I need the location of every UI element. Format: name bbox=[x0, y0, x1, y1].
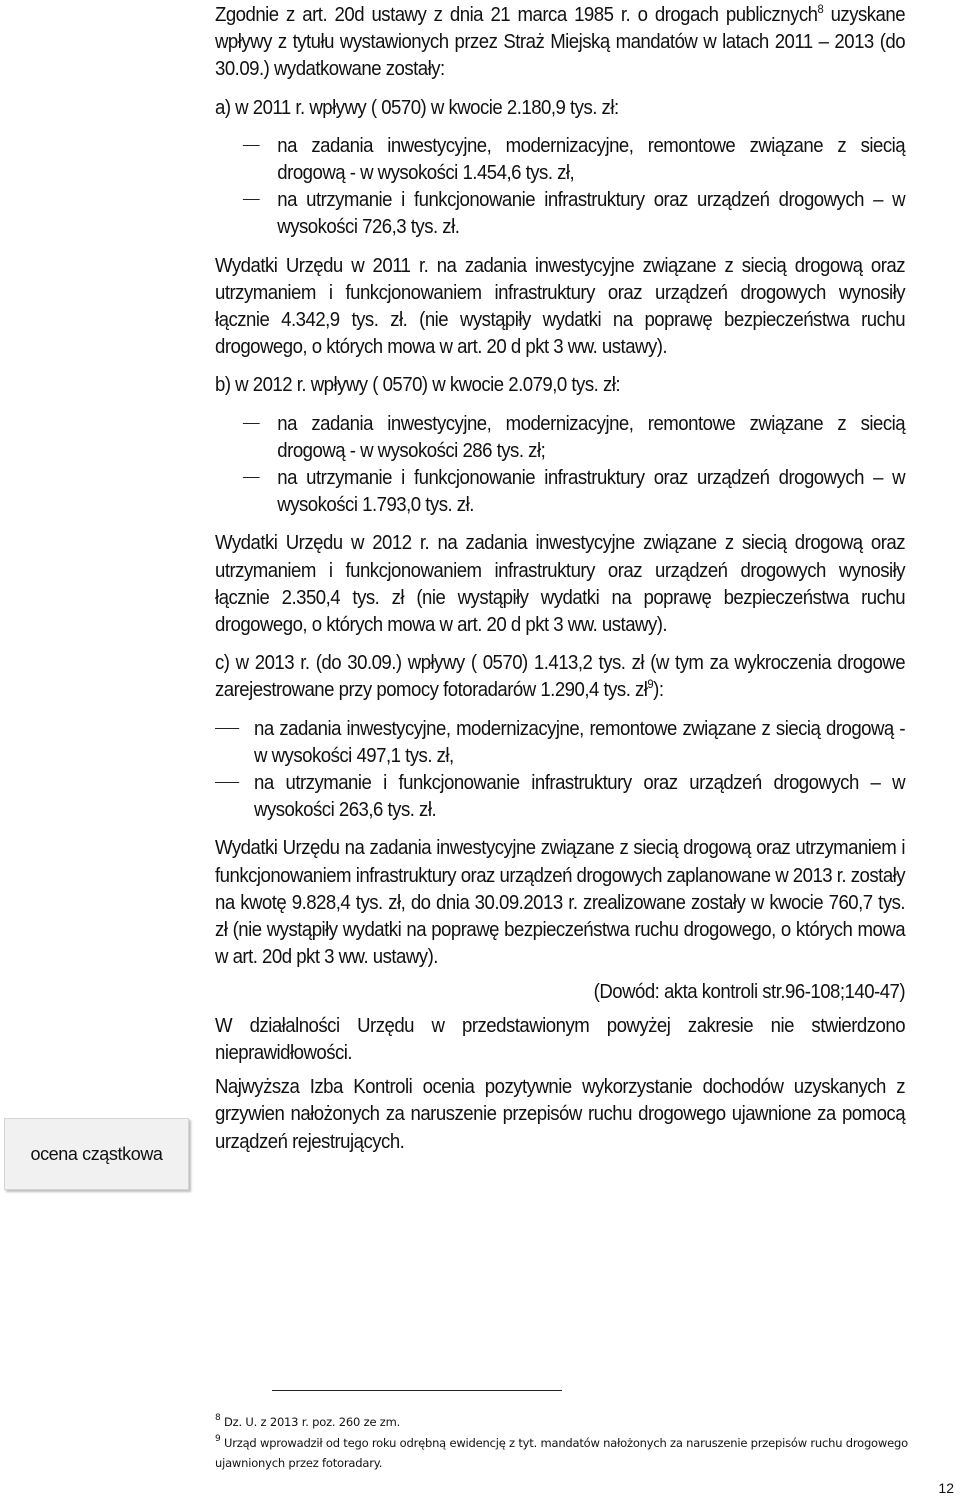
footnote-separator bbox=[272, 1390, 562, 1391]
dash-bullet-icon bbox=[243, 199, 260, 200]
partial-assessment-text: Najwyższa Izba Kontroli ocenia pozytywnie wykorzystanie dochodów uzyskanych z grzywien nałożonych za naruszenie przepisów ruchu drogowego ujawnione za pomocą urządzeń rejestrujących. bbox=[215, 1076, 906, 1153]
dash-bullet-icon bbox=[243, 477, 260, 478]
bullet-item: na utrzymanie i funkcjonowanie infrastruktury oraz urządzeń drogowych – w wysokości 726,3 tys. zł. bbox=[215, 187, 905, 241]
footnote-8: $^8$ Dz. U. z 2013 r. poz. 260 ze zm. bbox=[215, 1413, 401, 1429]
document-body bbox=[215, 2, 905, 1156]
section-a-expenses: Wydatki Urzędu w 2011 r. na zadania inwestycyjne związane z siecią drogową oraz utrzymaniem i funkcjonowaniem infrastruktury oraz urządzeń drogowych wynosiły łącznie 4.342,9 tys. zł. (nie wystąpiły wydatki na poprawę bezpieczeństwa ruchu drogowego, o których mowa w art. 20 d pkt 3 ww. ustawy). bbox=[215, 254, 906, 359]
bullet-item: na zadania inwestycyjne, modernizacyjne, remontowe związane z siecią drogową - w wysokości 1.454,6 tys. zł, bbox=[215, 133, 905, 187]
section-b-expenses: Wydatki Urzędu w 2012 r. na zadania inwestycyjne związane z siecią drogową oraz utrzymaniem i funkcjonowaniem infrastruktury oraz urządzeń drogowych wynosiły łącznie 2.350,4 tys. zł (nie wystąpiły wydatki na poprawę bezpieczeństwa ruchu drogowego, o których mowa w art. 20 d pkt 3 ww. ustawy). bbox=[215, 532, 906, 637]
dash-bullet-icon bbox=[215, 728, 239, 729]
footnote-ref-9[interactable]: 9 bbox=[647, 677, 654, 692]
footnote-ref-8[interactable]: 8 bbox=[817, 2, 824, 16]
evidence-reference: (Dowód: akta kontroli str.96-108;140-47) bbox=[593, 980, 906, 1003]
bullet-item: na zadania inwestycyjne, modernizacyjne, remontowe związane z siecią drogową - w wysokości 286 tys. zł; bbox=[215, 411, 905, 465]
no-irregularities-statement: W działalności Urzędu w przedstawionym powyżej zakresie nie stwierdzono nieprawidłowości. bbox=[215, 1014, 906, 1064]
intro-paragraph: Zgodnie z art. 20d ustawy z dnia 21 marca 1985 r. o drogach publicznych$^8$ uzyskane wpływy z tytułu wystawionych przez Straż Miejską mandatów w latach 2011 – 2013 (do 30.09.) wydatkowane zostały: bbox=[215, 2, 906, 81]
footnote-9: $^9$ Urząd wprowadził od tego roku odrębną ewidencję z tyt. mandatów nałożonych za naruszenie przepisów ruchu drogowego ujawnionych przez fotoradary. bbox=[215, 1434, 908, 1470]
dash-bullet-icon bbox=[243, 423, 260, 424]
bullet-item: na zadania inwestycyjne, modernizacyjne, remontowe związane z siecią drogową - w wysokości 497,1 tys. zł, bbox=[215, 716, 905, 770]
section-c-heading: c) w 2013 r. (do 30.09.) wpływy ( 0570) 1.413,2 tys. zł (w tym za wykroczenia drogowe zarejestrowane przy pomocy fotoradarów 1.290,4 tys. $zł^9$): bbox=[215, 652, 906, 702]
partial-assessment-label: ocena cząstkowa bbox=[4, 1118, 189, 1190]
bullet-item: na utrzymanie i funkcjonowanie infrastruktury oraz urządzeń drogowych – w wysokości 263,6 tys. zł. bbox=[215, 770, 905, 824]
page-number: 12 bbox=[938, 1480, 954, 1496]
section-c-expenses: Wydatki Urzędu na zadania inwestycyjne związane z siecią drogową oraz utrzymaniem i funkcjonowaniem infrastruktury oraz urządzeń drogowych zaplanowane w 2013 r. zostały na kwotę 9.828,4 tys. zł, do dnia 30.09.2013 r. zrealizowane zostały w kwocie 760,7 tys. zł (nie wystąpiły wydatki na poprawę bezpieczeństwa ruchu drogowego, o których mowa w art. 20d pkt 3 ww. ustawy). bbox=[215, 837, 906, 969]
section-b-heading: b) w 2012 r. wpływy ( 0570) w kwocie 2.079,0 tys. zł: bbox=[215, 374, 621, 397]
dash-bullet-icon bbox=[243, 145, 260, 146]
dash-bullet-icon bbox=[215, 782, 239, 783]
section-a-heading: a) w 2011 r. wpływy ( 0570) w kwocie 2.180,9 tys. zł: bbox=[215, 96, 619, 119]
bullet-item: na utrzymanie i funkcjonowanie infrastruktury oraz urządzeń drogowych – w wysokości 1.793,0 tys. zł. bbox=[215, 465, 905, 519]
